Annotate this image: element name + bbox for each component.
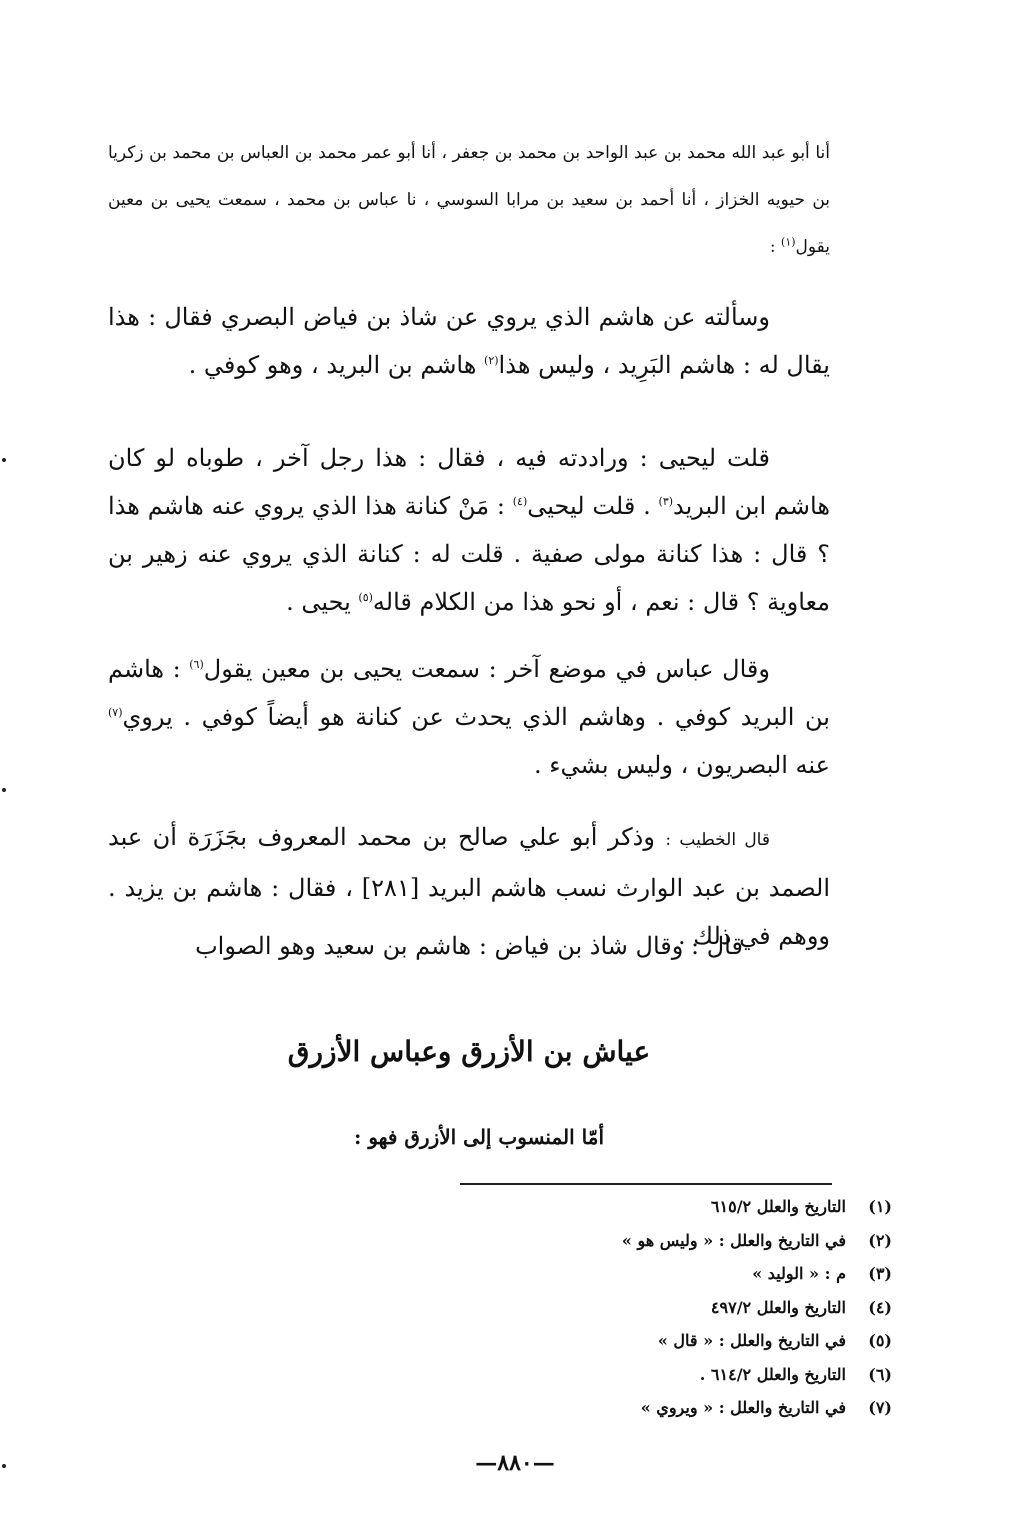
paragraph-text: قال : وقال شاذ بن فياض : هاشم بن سعيد وهو الصواب [195,932,743,960]
body-paragraph [108,434,830,626]
paragraph-text: أنا أبو عبد الله محمد بن عبد الواحد بن محمد بن جعفر ، أنا أبو عمر محمد بن العباس بن محمد بن زكريا بن حيويه الخزاز ، أنا أحمد بن سعيد بن مرابا السوسي ، نا عباس بن محمد ، سمعت يحيى بن معين يقول [108,143,830,257]
footnote-number: (١) [868,1197,892,1216]
footnote-marker: (٦) [189,658,204,671]
footnote-item [460,1391,892,1425]
footnote-number: (٧) [868,1398,892,1417]
footnote-item [460,1324,892,1358]
body-paragraph [108,645,830,789]
paragraph-text: : هاشم بن البريد كوفي . وهاشم الذي يحدث عن كنانة هو أيضاً كوفي . يروي [108,655,830,731]
footnote-marker: (٥) [358,591,373,604]
speaker-label: قال الخطيب : [665,830,770,850]
footnote-marker: (٢) [484,354,499,367]
footnote-item [460,1224,892,1258]
footnote-text: م : « الوليد » [752,1264,846,1283]
section-subheading: أمّا المنسوب إلى الأزرق فهو : [353,1125,605,1149]
footnote-item [460,1358,892,1392]
paragraph-text: وذكر أبو علي صالح بن محمد المعروف بجَزَرَة أن عبد الصمد بن عبد الوارث نسب هاشم البريد [٢٨١] ، فقال : هاشم بن يزيد . ووهم في ذلك . [108,823,830,950]
paragraph-text: هاشم بن البريد ، وهو كوفي . [188,351,485,379]
margin-mark [2,1464,6,1468]
footnote-text: في التاريخ والعلل : « ويروي » [640,1398,846,1417]
footnote-text: في التاريخ والعلل : « قال » [657,1331,846,1350]
paragraph-text: قلت ليحيى : وراددته فيه ، فقال : هذا رجل آخر ، طوباه لو كان هاشم ابن البريد [108,444,831,520]
paragraph-text: وسألته عن هاشم الذي يروي عن شاذ بن فياض البصري فقال : هذا يقال له : هاشم البَرِيد ، وليس هذا [108,303,830,379]
margin-mark [2,788,6,792]
footnote-number: (٣) [868,1264,892,1283]
page-number: —٨٨٠— [475,1450,555,1476]
footnote-item [460,1291,892,1325]
section-title: عياش بن الأزرق وعباس الأزرق [287,1035,651,1068]
footnote-text: التاريخ والعلل ٦١٤/٢ . [699,1364,846,1384]
footnote-text: التاريخ والعلل ٦١٥/٢ [710,1197,846,1216]
footnote-text: التاريخ والعلل ٤٩٧/٢ [710,1297,846,1317]
footnote-marker: (١) [781,235,796,249]
paragraph-text: عنه البصريون ، وليس بشيء . [533,751,830,779]
paragraph-text: وقال عباس في موضع آخر : سمعت يحيى بن معين يقول [203,655,770,683]
paragraph-text: : [769,237,782,257]
footnote-number: (٢) [868,1230,892,1250]
footnotes-list [460,1190,892,1425]
body-paragraph [108,293,830,389]
footnote-marker: (٣) [658,495,674,508]
isnad-paragraph [108,130,830,271]
paragraph-text: . قلت ليحيى [527,492,659,520]
margin-mark [2,458,6,462]
footnote-number: (٤) [868,1297,892,1317]
footnote-marker: (٤) [512,495,528,508]
footnote-number: (٦) [868,1364,892,1384]
footnote-item [460,1190,892,1224]
paragraph-text: : مَنْ كنانة هذا الذي يروي عنه هاشم هذا ؟ قال : هذا كنانة مولى صفية . قلت له : كنانة الذي يروي عنه زهير بن معاوية ؟ قال : نعم ، أو نحو هذا من الكلام قاله [108,492,830,616]
footnote-marker: (٧) [108,706,123,719]
body-paragraph [108,922,830,970]
footnote-item [460,1257,892,1291]
footnote-divider [460,1183,832,1185]
paragraph-text: يحيى . [286,588,359,616]
footnote-number: (٥) [868,1331,892,1350]
footnote-text: في التاريخ والعلل : « وليس هو » [621,1230,846,1250]
